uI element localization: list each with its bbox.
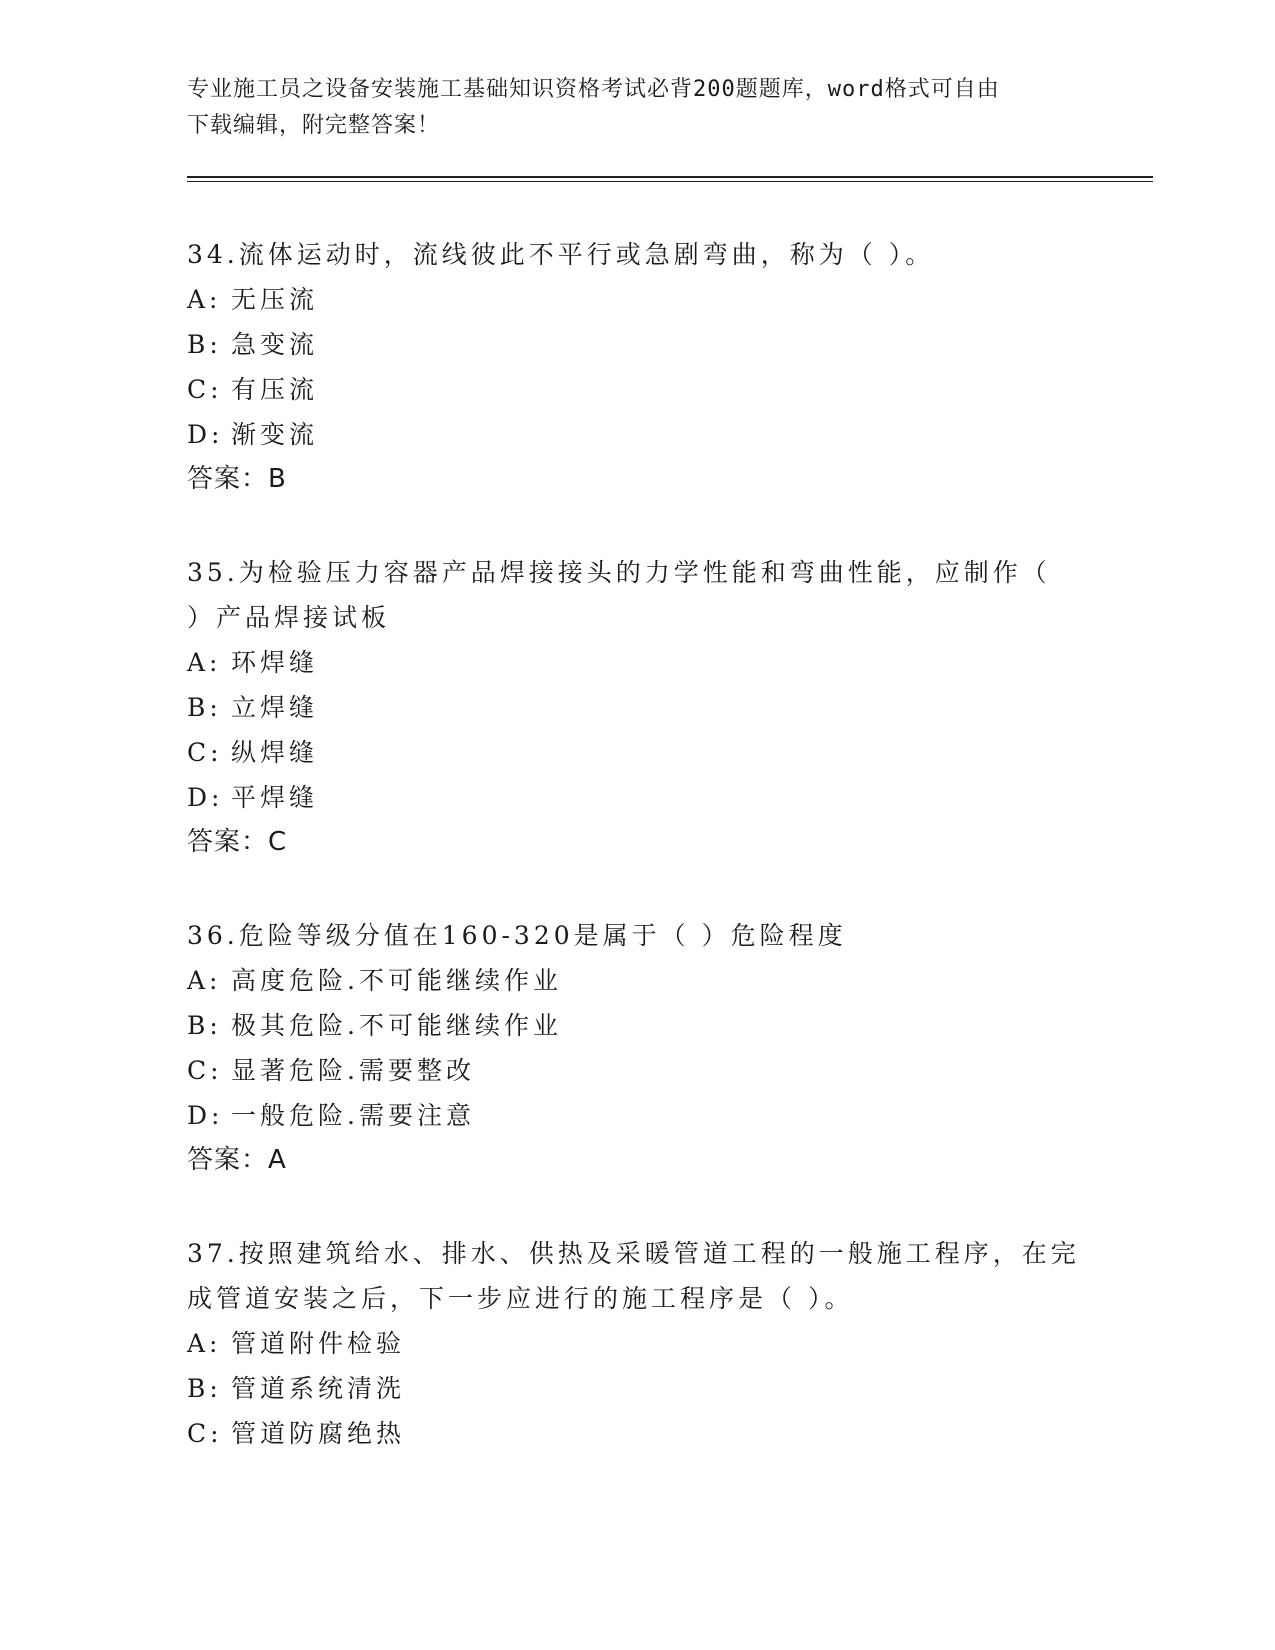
option-c: [187, 1411, 1087, 1456]
option-label: A:: [187, 966, 222, 995]
option-label: A:: [187, 285, 222, 314]
option-text: 渐变流: [231, 420, 319, 449]
question-stem: 37.按照建筑给水、排水、供热及采暖管道工程的一般施工程序，在完: [187, 1239, 1080, 1268]
answer-line: 答案：C: [187, 827, 288, 857]
option-b: [187, 1366, 1087, 1411]
header-divider-thin: [187, 181, 1153, 182]
answer-line: 答案：B: [187, 464, 287, 494]
option-label: B:: [187, 1374, 222, 1403]
option-text: 管道附件检验: [231, 1329, 406, 1358]
option-label: D:: [187, 783, 224, 812]
option-text: 无压流: [231, 285, 319, 314]
option-b: [187, 1003, 1087, 1048]
option-label: A:: [187, 1329, 222, 1358]
option-label: A:: [187, 648, 222, 677]
option-text: 管道防腐绝热: [231, 1419, 406, 1448]
header-line-1: 专业施工员之设备安装施工基础知识资格考试必背200题题库，word格式可自由: [187, 77, 1000, 102]
option-label: B:: [187, 693, 222, 722]
option-text: 环焊缝: [231, 648, 319, 677]
option-text: 极其危险.不可能继续作业: [231, 1011, 562, 1040]
option-a: [187, 640, 1087, 685]
answer-line: 答案：A: [187, 1145, 287, 1175]
option-d: [187, 412, 1087, 457]
option-label: D:: [187, 1101, 224, 1130]
option-a: [187, 958, 1087, 1003]
question-35: [187, 550, 1087, 865]
option-label: B:: [187, 330, 222, 359]
question-37: [187, 1231, 1087, 1456]
question-stem: 35.为检验压力容器产品焊接接头的力学性能和弯曲性能，应制作（: [187, 558, 1051, 587]
option-text: 高度危险.不可能继续作业: [231, 966, 562, 995]
option-text: 急变流: [231, 330, 319, 359]
option-b: [187, 322, 1087, 367]
option-c: [187, 730, 1087, 775]
question-list: [187, 232, 1087, 1504]
question-stem: 36.危险等级分值在160-320是属于（ ）危险程度: [187, 921, 847, 950]
option-b: [187, 685, 1087, 730]
option-text: 有压流: [231, 375, 319, 404]
option-label: C:: [187, 738, 223, 767]
header-divider: [187, 176, 1153, 178]
document-header: [187, 72, 1067, 144]
option-text: 平焊缝: [231, 783, 319, 812]
option-a: [187, 1321, 1087, 1366]
question-stem: 34.流体运动时，流线彼此不平行或急剧弯曲，称为（ ）。: [187, 240, 935, 269]
option-c: [187, 1048, 1087, 1093]
option-label: B:: [187, 1011, 222, 1040]
question-stem-continued: 成管道安装之后，下一步应进行的施工程序是（ ）。: [187, 1284, 854, 1313]
option-text: 立焊缝: [231, 693, 319, 722]
option-text: 显著危险.需要整改: [231, 1056, 475, 1085]
option-label: D:: [187, 420, 224, 449]
header-line-2: 下载编辑，附完整答案！: [187, 113, 441, 138]
option-d: [187, 775, 1087, 820]
option-d: [187, 1093, 1087, 1138]
question-stem-continued: ）产品焊接试板: [187, 603, 391, 632]
option-label: C:: [187, 1056, 223, 1085]
question-36: [187, 913, 1087, 1183]
option-text: 管道系统清洗: [231, 1374, 406, 1403]
option-a: [187, 277, 1087, 322]
option-text: 一般危险.需要注意: [231, 1101, 475, 1130]
option-c: [187, 367, 1087, 412]
option-text: 纵焊缝: [231, 738, 319, 767]
option-label: C:: [187, 375, 223, 404]
question-34: [187, 232, 1087, 502]
option-label: C:: [187, 1419, 223, 1448]
